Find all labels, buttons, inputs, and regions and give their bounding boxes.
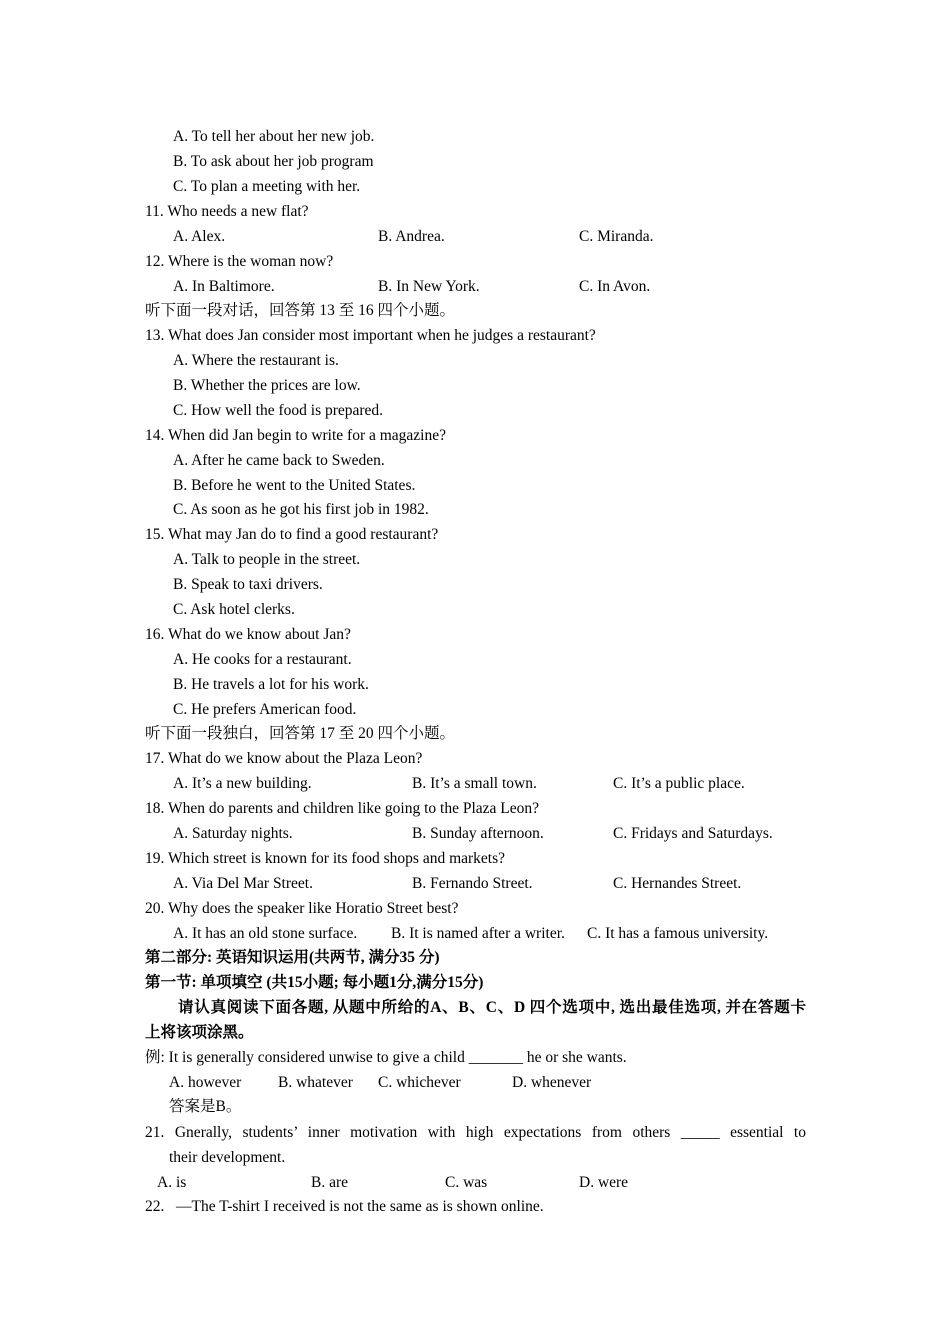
example-answer: 答案是B。 xyxy=(169,1098,242,1115)
q10-option-c: C. To plan a meeting with her. xyxy=(173,178,361,195)
instruction-17-20-line xyxy=(0,721,950,746)
q11-line xyxy=(0,199,950,224)
q15-option-b-line xyxy=(0,572,950,597)
q14-option-a: A. After he came back to Sweden. xyxy=(173,452,385,469)
q12-option-a: A. In Baltimore. xyxy=(173,278,275,295)
q15-line xyxy=(0,522,950,547)
q13-option-b-line xyxy=(0,373,950,398)
q15-option-a: A. Talk to people in the street. xyxy=(173,551,361,568)
q14-option-a-line xyxy=(0,448,950,473)
q16-option-a: A. He cooks for a restaurant. xyxy=(173,651,352,668)
q17-question: 17. What do we know about the Plaza Leon? xyxy=(145,750,423,767)
q21-option-a: A. is xyxy=(157,1174,187,1191)
q14-option-c: C. As soon as he got his first job in 1982. xyxy=(173,501,429,518)
example-option-d: D. whenever xyxy=(512,1074,592,1091)
q19-option-c: C. Hernandes Street. xyxy=(613,875,742,892)
q15-option-c-line xyxy=(0,597,950,622)
q10-option-a: A. To tell her about her new job. xyxy=(173,128,375,145)
q19-question: 19. Which street is known for its food shops and markets? xyxy=(145,850,506,867)
q13-option-c: C. How well the food is prepared. xyxy=(173,402,384,419)
q13-option-a-line xyxy=(0,348,950,373)
q10-option-a-line xyxy=(0,124,950,149)
q20-question: 20. Why does the speaker like Horatio Street best? xyxy=(145,900,459,917)
q14-option-b: B. Before he went to the United States. xyxy=(173,477,416,494)
q11-option-c: C. Miranda. xyxy=(579,228,654,245)
q10-option-c-line xyxy=(0,174,950,199)
part2-title: 第二部分: 英语知识运用(共两节, 满分35 分) xyxy=(145,949,440,966)
q18-options xyxy=(0,821,950,846)
q10-option-b: B. To ask about her job program xyxy=(173,153,374,170)
instruction-13-16-line xyxy=(0,298,950,323)
q17-option-a: A. It’s a new building. xyxy=(173,775,312,792)
q16-option-b-line xyxy=(0,672,950,697)
q11-option-a: A. Alex. xyxy=(173,228,226,245)
q18-option-a: A. Saturday nights. xyxy=(173,825,293,842)
q14-option-b-line xyxy=(0,473,950,498)
instruction-13-16: 听下面一段对话，回答第 13 至 16 四个小题。 xyxy=(145,302,456,319)
q11-option-b: B. Andrea. xyxy=(378,228,445,245)
q15-option-a-line xyxy=(0,547,950,572)
q19-option-b: B. Fernando Street. xyxy=(412,875,533,892)
q21-line2: their development. xyxy=(169,1149,286,1166)
q20-options xyxy=(0,921,950,946)
q15-option-c: C. Ask hotel clerks. xyxy=(173,601,295,618)
q16-option-c: C. He prefers American food. xyxy=(173,701,357,718)
q13-option-b: B. Whether the prices are low. xyxy=(173,377,361,394)
q18-option-b: B. Sunday afternoon. xyxy=(412,825,544,842)
q20-option-c: C. It has a famous university. xyxy=(587,925,769,942)
q21-option-c: C. was xyxy=(445,1174,488,1191)
q13-question: 13. What does Jan consider most important when he judges a restaurant? xyxy=(145,327,596,344)
part2-title-line xyxy=(0,945,950,970)
q16-option-b: B. He travels a lot for his work. xyxy=(173,676,369,693)
section1-instruction-line2-wrap xyxy=(0,1020,950,1045)
q20-line xyxy=(0,896,950,921)
q17-line xyxy=(0,746,950,771)
q19-options xyxy=(0,871,950,896)
q11-question: 11. Who needs a new flat? xyxy=(145,203,309,220)
q21-line2-wrap xyxy=(0,1145,950,1170)
instruction-17-20: 听下面一段独白，回答第 17 至 20 四个小题。 xyxy=(145,725,456,742)
q14-question: 14. When did Jan begin to write for a magazine? xyxy=(145,427,447,444)
q21-options xyxy=(0,1170,950,1195)
q15-question: 15. What may Jan do to find a good restaurant? xyxy=(145,526,439,543)
q21-question xyxy=(145,1120,806,1145)
q18-line xyxy=(0,796,950,821)
example-options xyxy=(0,1070,950,1095)
q21-line1: 21. Gnerally, students’ inner motivation with high expectations from others _____ essential to xyxy=(145,1124,806,1141)
q22-line xyxy=(0,1194,950,1219)
example-line xyxy=(0,1045,950,1070)
q17-options xyxy=(0,771,950,796)
example-option-c: C. whichever xyxy=(378,1074,461,1091)
q20-option-a: A. It has an old stone surface. xyxy=(173,925,358,942)
example-option-b: B. whatever xyxy=(278,1074,353,1091)
q21-option-b: B. are xyxy=(311,1174,349,1191)
q17-option-b: B. It’s a small town. xyxy=(412,775,537,792)
q12-question: 12. Where is the woman now? xyxy=(145,253,334,270)
q20-option-b: B. It is named after a writer. xyxy=(391,925,565,942)
q19-line xyxy=(0,846,950,871)
q12-line xyxy=(0,249,950,274)
q15-option-b: B. Speak to taxi drivers. xyxy=(173,576,323,593)
q13-line xyxy=(0,323,950,348)
q13-option-c-line xyxy=(0,398,950,423)
q22-question: 22. —The T-shirt I received is not the same as is shown online. xyxy=(145,1198,544,1215)
q16-line xyxy=(0,622,950,647)
section1-title-line xyxy=(0,970,950,995)
example-answer-line xyxy=(0,1094,950,1119)
q16-option-c-line xyxy=(0,697,950,722)
q18-option-c: C. Fridays and Saturdays. xyxy=(613,825,773,842)
q14-option-c-line xyxy=(0,497,950,522)
section1-instruction-line2: 上将该项涂黑。 xyxy=(145,1024,254,1041)
q12-option-c: C. In Avon. xyxy=(579,278,651,295)
q16-option-a-line xyxy=(0,647,950,672)
q19-option-a: A. Via Del Mar Street. xyxy=(173,875,313,892)
q12-options xyxy=(0,274,950,299)
q14-line xyxy=(0,423,950,448)
q18-question: 18. When do parents and children like going to the Plaza Leon? xyxy=(145,800,539,817)
example-option-a: A. however xyxy=(169,1074,242,1091)
section1-instruction xyxy=(145,995,806,1020)
section1-title: 第一节: 单项填空 (共15小题; 每小题1分,满分15分) xyxy=(145,974,484,991)
q21-option-d: D. were xyxy=(579,1174,629,1191)
q16-question: 16. What do we know about Jan? xyxy=(145,626,351,643)
q13-option-a: A. Where the restaurant is. xyxy=(173,352,339,369)
q10-option-b-line xyxy=(0,149,950,174)
q17-option-c: C. It’s a public place. xyxy=(613,775,745,792)
section1-instruction-line1: 请认真阅读下面各题, 从题中所给的A、B、C、D 四个选项中, 选出最佳选项, 并在答题卡 xyxy=(178,999,806,1016)
q12-option-b: B. In New York. xyxy=(378,278,480,295)
q11-options xyxy=(0,224,950,249)
example-sentence: 例: It is generally considered unwise to give a child _______ he or she wants. xyxy=(145,1049,627,1066)
